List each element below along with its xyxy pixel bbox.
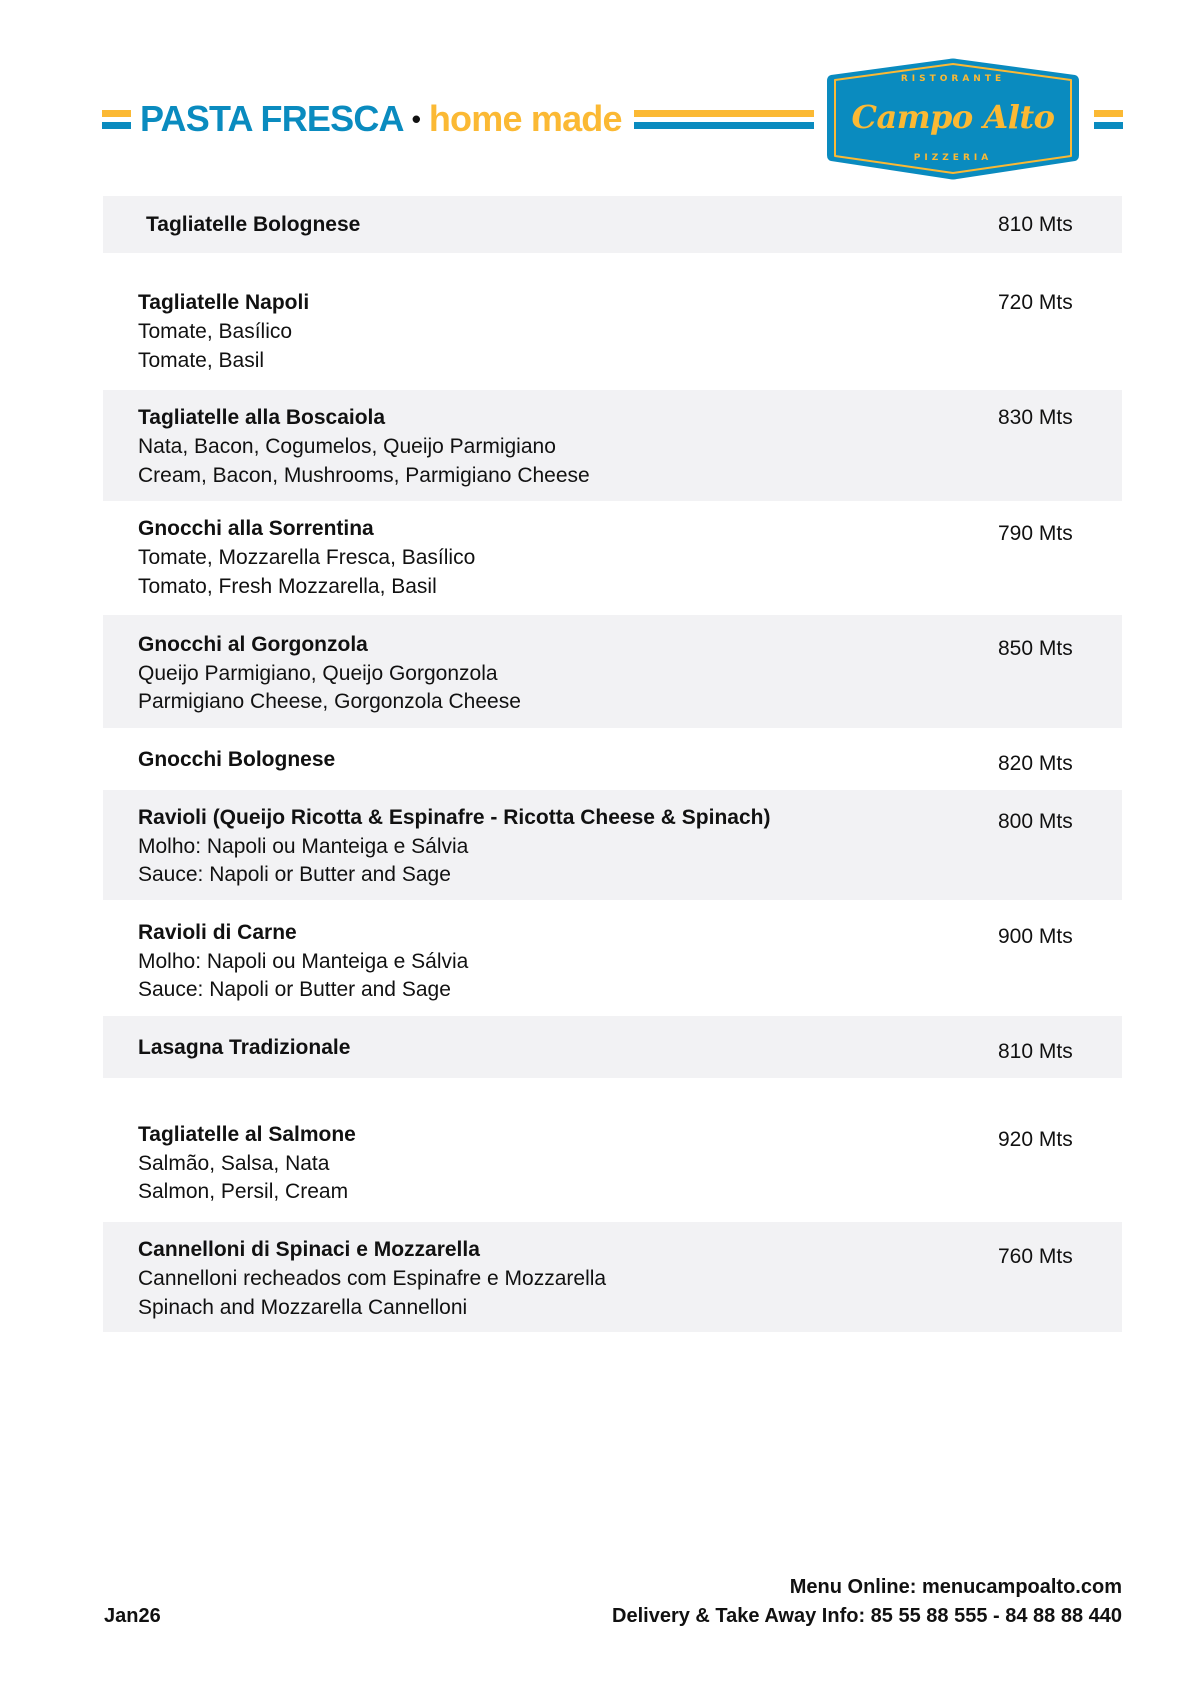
header-stripe-middle: [634, 110, 814, 129]
menu-item-name: Gnocchi alla Sorrentina: [138, 517, 374, 540]
page-title: PASTA FRESCA: [140, 98, 404, 139]
menu-item-desc-en: Sauce: Napoli or Butter and Sage: [138, 863, 451, 886]
menu-item-price: 810 Mts: [998, 1040, 1073, 1063]
page-header: [102, 57, 1123, 181]
menu-item-name: Ravioli (Queijo Ricotta & Espinafre - Ricotta Cheese & Spinach): [138, 806, 771, 829]
header-stripe-left-blue: [102, 122, 131, 129]
restaurant-logo: [823, 57, 1083, 181]
menu-item-desc-pt: Salmão, Salsa, Nata: [138, 1152, 330, 1175]
menu-item-price: 760 Mts: [998, 1245, 1073, 1268]
menu-item-desc-en: Sauce: Napoli or Butter and Sage: [138, 978, 451, 1001]
menu-item-price: 830 Mts: [998, 406, 1073, 429]
menu-item-desc-en: Parmigiano Cheese, Gorgonzola Cheese: [138, 690, 521, 713]
menu-item-name: Tagliatelle Bolognese: [146, 213, 361, 236]
header-stripe-right: [1094, 110, 1123, 129]
title-separator: •: [411, 104, 421, 134]
menu-item-price: 790 Mts: [998, 522, 1073, 545]
menu-item-name: Gnocchi Bolognese: [138, 748, 336, 771]
menu-item-price: 900 Mts: [998, 925, 1073, 948]
menu-item-desc-en: Tomate, Basil: [138, 349, 265, 372]
page-subtitle: home made: [428, 98, 622, 139]
logo-bottom-text: PIZZERIA: [913, 153, 993, 163]
header-stripe-left-yellow: [102, 110, 131, 117]
menu-item-name: Ravioli di Carne: [138, 921, 297, 944]
menu-item-name: Tagliatelle alla Boscaiola: [138, 406, 386, 429]
header-stripe-right-yellow: [1094, 110, 1123, 117]
menu-item-desc-en: Salmon, Persil, Cream: [138, 1180, 349, 1203]
footer-edition: Jan26: [104, 1605, 161, 1627]
footer-menu-online[interactable]: Menu Online: menucampoalto.com: [789, 1576, 1122, 1598]
header-stripe-left: [102, 110, 131, 129]
menu-item-desc-en: Tomato, Fresh Mozzarella, Basil: [138, 575, 437, 598]
logo-top-text: RISTORANTE: [900, 74, 1006, 84]
menu-item-name: Gnocchi al Gorgonzola: [138, 633, 368, 656]
footer-contact: [612, 1574, 1122, 1629]
menu-item-desc-pt: Molho: Napoli ou Manteiga e Sálvia: [138, 835, 469, 858]
header-stripe-right-blue: [1094, 122, 1123, 129]
menu-item-desc-pt: Cannelloni recheados com Espinafre e Mozzarella: [138, 1267, 607, 1290]
menu-item-price: 820 Mts: [998, 752, 1073, 775]
menu-item-price: 920 Mts: [998, 1128, 1073, 1151]
menu-item-name: Tagliatelle Napoli: [138, 291, 310, 314]
menu-item-name: Tagliatelle al Salmone: [138, 1123, 356, 1146]
menu-item-desc-pt: Nata, Bacon, Cogumelos, Queijo Parmigiano: [138, 435, 556, 458]
menu-item-desc-en: Spinach and Mozzarella Cannelloni: [138, 1296, 468, 1319]
menu-item-desc-pt: Molho: Napoli ou Manteiga e Sálvia: [138, 950, 469, 973]
header-stripe-middle-yellow: [634, 110, 814, 117]
menu-item-desc-pt: Tomate, Basílico: [138, 320, 293, 343]
logo-name: Campo Alto: [851, 98, 1055, 136]
menu-item-name: Cannelloni di Spinaci e Mozzarella: [138, 1238, 480, 1261]
footer-delivery-info: Delivery & Take Away Info: 85 55 88 555 - 84 88 88 440: [612, 1605, 1122, 1627]
menu-item-desc-en: Cream, Bacon, Mushrooms, Parmigiano Cheese: [138, 464, 590, 487]
menu-item-price: 800 Mts: [998, 810, 1073, 833]
menu-item-desc-pt: Tomate, Mozzarella Fresca, Basílico: [138, 546, 476, 569]
header-stripe-middle-blue: [634, 122, 814, 129]
menu-item-price: 850 Mts: [998, 637, 1073, 660]
menu-item-price: 720 Mts: [998, 291, 1073, 314]
menu-item-desc-pt: Queijo Parmigiano, Queijo Gorgonzola: [138, 662, 498, 685]
menu-item-price: 810 Mts: [998, 213, 1073, 236]
menu-item-name: Lasagna Tradizionale: [138, 1036, 351, 1059]
